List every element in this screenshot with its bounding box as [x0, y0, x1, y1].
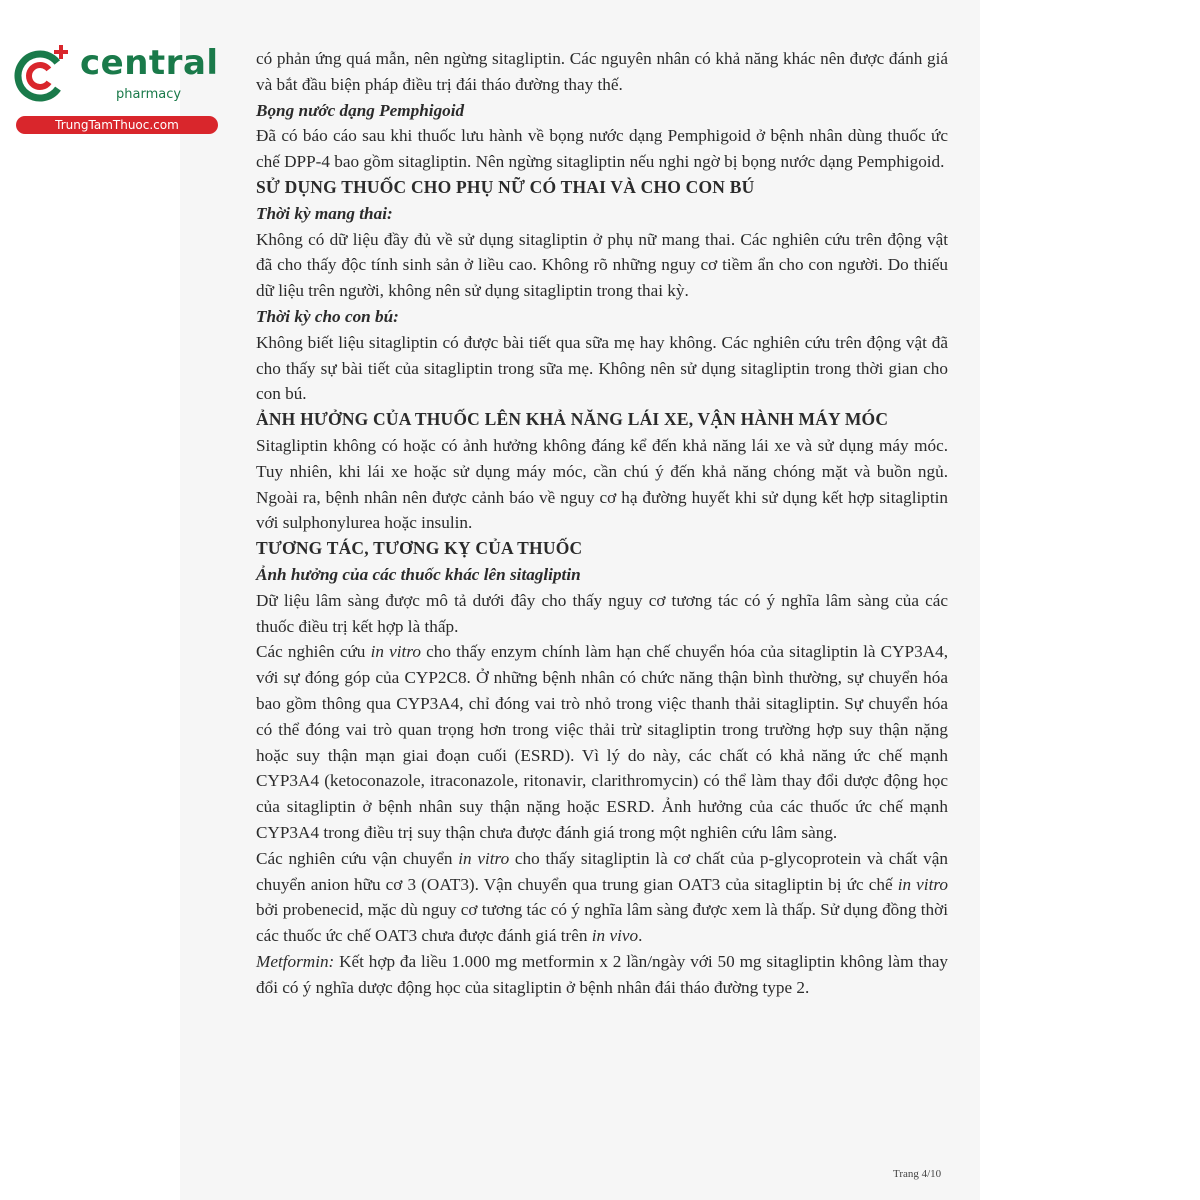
subheading-lactation: Thời kỳ cho con bú: — [256, 306, 399, 326]
text-run: bởi probenecid, mặc dù nguy cơ tương tác có ý nghĩa lâm sàng được xem là thấp. Sử dụng đồng thời các thuốc ức chế OAT3 chưa được đánh giá trên — [256, 900, 948, 946]
subheading-pemphigoid: Bọng nước dạng Pemphigoid — [256, 100, 465, 120]
document-body — [256, 46, 948, 1000]
text-run: Các nghiên cứu — [256, 642, 371, 662]
heading-interactions: TƯƠNG TÁC, TƯƠNG KỴ CỦA THUỐC — [256, 538, 583, 559]
heading-driving: ẢNH HƯỞNG CỦA THUỐC LÊN KHẢ NĂNG LÁI XE, VẬN HÀNH MÁY MÓC — [256, 409, 889, 430]
text-run: . — [638, 926, 643, 946]
logo-brand-name: central — [80, 43, 219, 83]
metformin-label: Metformin: — [256, 951, 335, 971]
heading-pregnancy-lactation: SỬ DỤNG THUỐC CHO PHỤ NỮ CÓ THAI VÀ CHO CON BÚ — [256, 176, 755, 197]
logo-website-banner: TrungTamThuoc.com — [16, 116, 218, 134]
text-run: Kết hợp đa liều 1.000 mg metformin x 2 lần/ngày với 50 mg sitagliptin không làm thay đổi có ý nghĩa dược động học của sitagliptin ở bệnh nhân đái tháo đường type 2. — [256, 951, 948, 997]
text-run-italic: in vitro — [458, 848, 510, 868]
text-run-italic: in vitro — [897, 874, 948, 894]
paragraph-pemphigoid: Đã có báo cáo sau khi thuốc lưu hành về bọng nước dạng Pemphigoid ở bệnh nhân dùng thuốc ức chế DPP-4 bao gồm sitagliptin. Nên ngừng sitagliptin nếu nghi ngờ bị bọng nước dạng Pemphigoid. — [256, 126, 948, 172]
text-run-italic: in vitro — [370, 642, 421, 662]
paragraph-pregnancy: Không có dữ liệu đầy đủ về sử dụng sitagliptin ở phụ nữ mang thai. Các nghiên cứu trên động vật đã cho thấy độc tính sinh sản ở liều cao. Không rõ những nguy cơ tiềm ẩn cho con người. Do thiếu dữ liệu trên người, không nên sử dụng sitagliptin trong thai kỳ. — [256, 229, 948, 301]
subheading-other-drugs-effect: Ảnh hưởng của các thuốc khác lên sitagliptin — [256, 564, 581, 584]
text-run: Các nghiên cứu vận chuyển — [256, 848, 459, 868]
logo-subtitle: pharmacy — [116, 87, 182, 102]
paragraph-driving: Sitagliptin không có hoặc có ảnh hưởng không đáng kể đến khả năng lái xe và sử dụng máy móc. Tuy nhiên, khi lái xe hoặc sử dụng máy móc, cần chú ý đến khả năng chóng mặt và buồn ngủ. Ngoài ra, bệnh nhân nên được cảnh báo về nguy cơ hạ đường huyết khi sử dụng kết hợp sitagliptin với sulphonylurea hoặc insulin. — [256, 435, 948, 533]
logo-mark-icon — [12, 44, 72, 104]
text-run-italic: in vivo — [591, 926, 639, 946]
paragraph-lactation: Không biết liệu sitagliptin có được bài tiết qua sữa mẹ hay không. Các nghiên cứu trên động vật đã cho thấy sự bài tiết của sitagliptin trong sữa mẹ. Không nên sử dụng sitagliptin trong thời gian cho con bú. — [256, 332, 948, 404]
paragraph-cyp3a4 — [256, 639, 948, 845]
text-run: cho thấy sitagliptin là cơ chất của p-glycoprotein và chất vận chuyển anion hữu cơ 3 (OAT3). Vận chuyển qua trung gian OAT3 của sitagliptin bị ức chế — [256, 848, 948, 894]
paragraph-transport — [256, 846, 948, 949]
brand-logo — [10, 38, 220, 138]
text-run: cho thấy enzym chính làm hạn chế chuyển hóa của sitagliptin là CYP3A4, với sự đóng góp của CYP2C8. Ở những bệnh nhân có chức năng thận bình thường, sự chuyển hóa bao gồm thông qua CYP3A4, chỉ đóng vai trò nhỏ trong việc thanh thải sitagliptin. Sự chuyển hóa có thể đóng vai trò quan trọng hơn trong việc thải trừ sitagliptin trong trường hợp suy thận nặng hoặc suy thận mạn giai đoạn cuối (ESRD). Vì lý do này, các chất có khả năng ức chế mạnh CYP3A4 (ketoconazole, itraconazole, ritonavir, clarithromycin) có thể làm thay đổi dược động học của sitagliptin ở bệnh nhân suy thận nặng hoặc ESRD. Ảnh hưởng của các thuốc ức chế mạnh CYP3A4 trong điều trị suy thận chưa được đánh giá trong một nghiên cứu lâm sàng. — [256, 642, 948, 842]
paragraph-hypersensitivity: có phản ứng quá mẫn, nên ngừng sitagliptin. Các nguyên nhân có khả năng khác nên được đánh giá và bắt đầu biện pháp điều trị đái tháo đường thay thế. — [256, 49, 948, 94]
page-number: Trang 4/10 — [893, 1168, 942, 1180]
paragraph-clinical-data: Dữ liệu lâm sàng được mô tả dưới đây cho thấy nguy cơ tương tác có ý nghĩa lâm sàng của các thuốc điều trị kết hợp là thấp. — [256, 590, 948, 636]
paragraph-metformin — [256, 949, 948, 1001]
subheading-pregnancy: Thời kỳ mang thai: — [256, 203, 393, 223]
